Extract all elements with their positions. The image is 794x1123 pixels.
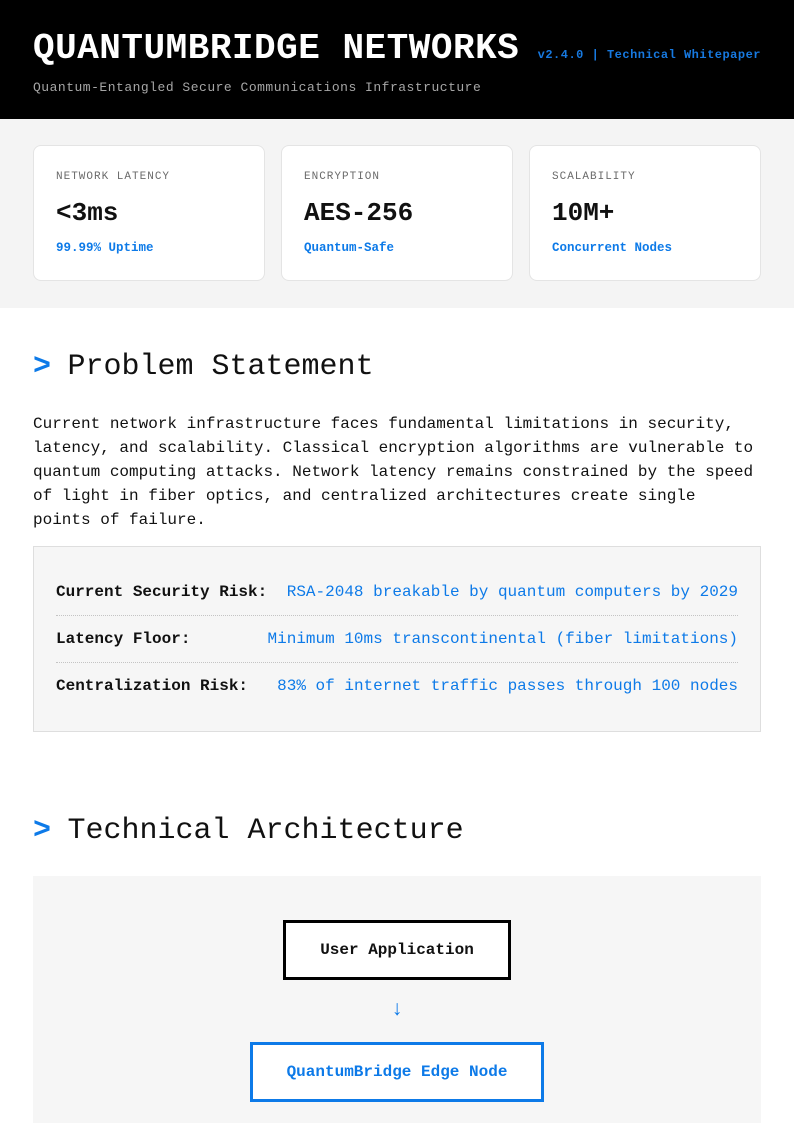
chevron-marker-icon: > — [33, 350, 52, 384]
diagram-node-user-application: User Application — [283, 920, 511, 980]
risk-row-latency — [56, 616, 738, 663]
stat-label: SCALABILITY — [552, 171, 636, 183]
section-heading-problem — [33, 348, 761, 386]
stat-value: <3ms — [56, 198, 119, 228]
section-technical-architecture — [33, 812, 761, 1123]
chevron-marker-icon: > — [33, 814, 52, 848]
risk-value: RSA-2048 breakable by quantum computers by 2029 — [286, 583, 738, 601]
risk-row-security — [56, 569, 738, 616]
header — [0, 0, 794, 119]
risk-value: 83% of internet traffic passes through 100 nodes — [277, 677, 738, 695]
stat-sublabel: Quantum-Safe — [304, 241, 395, 255]
section-heading-architecture — [33, 812, 761, 850]
architecture-diagram — [33, 876, 761, 1123]
risk-table — [33, 546, 761, 732]
section-title: Technical Architecture — [67, 814, 464, 848]
section-title: Problem Statement — [67, 350, 374, 384]
stat-value: AES-256 — [304, 198, 414, 228]
page-title: QUANTUMBRIDGE NETWORKS — [33, 28, 520, 69]
main-content — [0, 348, 794, 1123]
stat-value: 10M+ — [552, 198, 615, 228]
section-problem-statement — [33, 348, 761, 732]
stats-strip — [0, 119, 794, 308]
diagram-node-quantumbridge-edge-node: QuantumBridge Edge Node — [250, 1042, 545, 1102]
risk-value: Minimum 10ms transcontinental (fiber limitations) — [267, 630, 738, 648]
down-arrow-icon: ↓ — [390, 999, 404, 1022]
risk-row-centralization — [56, 663, 738, 709]
header-title-row — [33, 27, 761, 71]
stat-label: NETWORK LATENCY — [56, 171, 171, 183]
stat-label: ENCRYPTION — [304, 171, 381, 183]
risk-label: Latency Floor: — [56, 630, 191, 648]
header-subtitle: Quantum-Entangled Secure Communications Infrastructure — [33, 80, 482, 95]
risk-label: Current Security Risk: — [56, 583, 268, 601]
problem-body-text: Current network infrastructure faces fundamental limitations in security, latency, and scalability. Classical encryption algorithms are vulnerable to quantum computing attacks. Network latency remains constrained by the speed of light in fiber optics, and centralized architectures create single points of failure. — [33, 415, 754, 529]
stat-card-scalability — [529, 145, 761, 281]
stat-sublabel: 99.99% Uptime — [56, 241, 154, 255]
version-badge: v2.4.0 | Technical Whitepaper — [537, 48, 761, 62]
stat-card-encryption — [281, 145, 513, 281]
stat-card-network-latency — [33, 145, 265, 281]
stat-sublabel: Concurrent Nodes — [552, 241, 673, 255]
risk-label: Centralization Risk: — [56, 677, 249, 695]
